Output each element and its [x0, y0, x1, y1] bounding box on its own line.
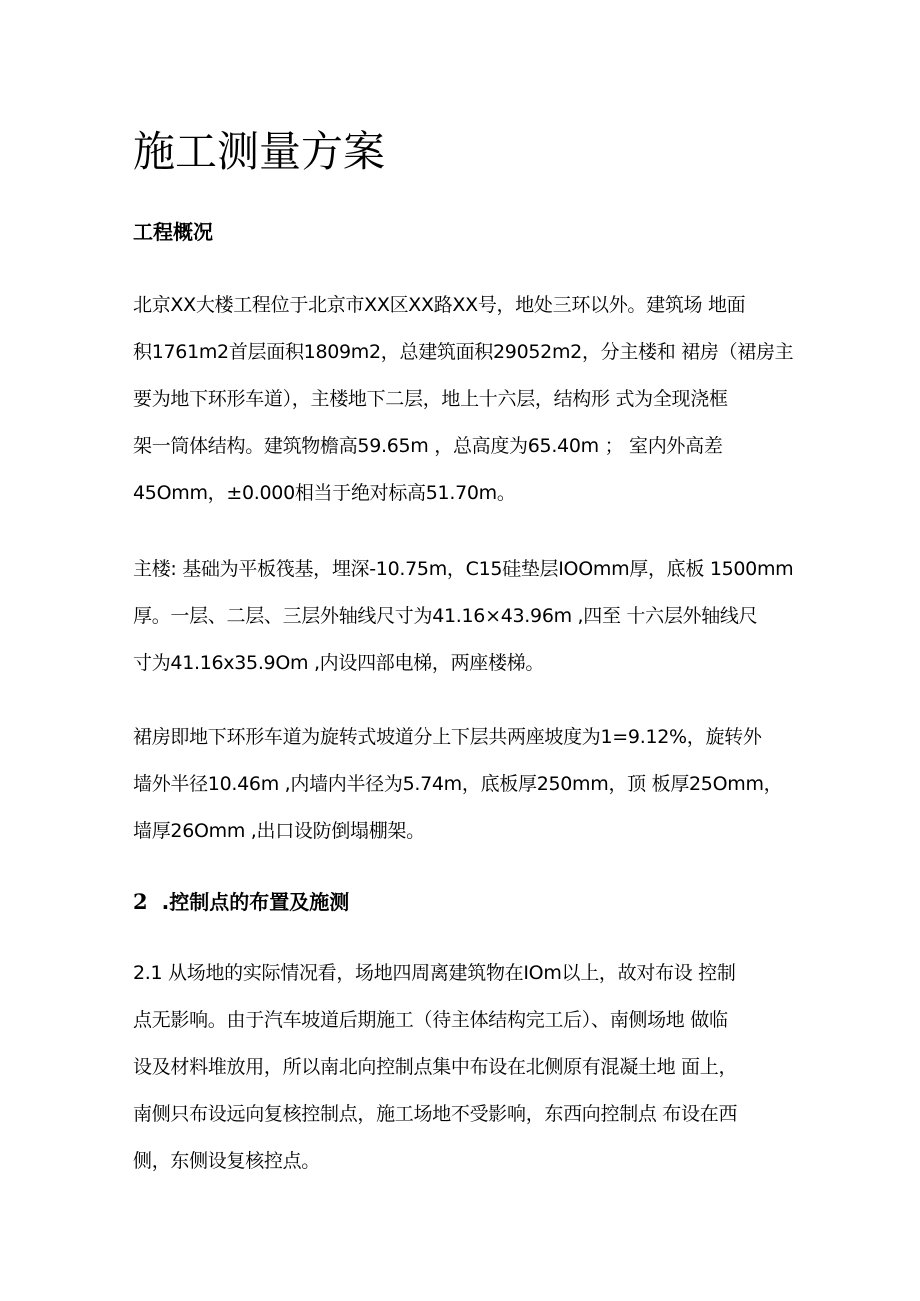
paragraph-line: 裙房即地下环形车道为旋转式坡道分上下层共两座坡度为1=9.12%，旋转外 [133, 726, 762, 748]
paragraph-line: 墙厚26Omm ,出口设防倒塌棚架。 [133, 820, 425, 842]
paragraph-line: 设及材料堆放用，所以南北向控制点集中布设在北侧原有混凝土地 面上， [133, 1056, 738, 1078]
paragraph-line: 45Omm，±0.000相当于绝对标高51.70m。 [133, 482, 516, 504]
paragraph-line: 主楼: 基础为平板筏基，埋深-10.75m，C15硅垫层IOOmm厚，底板 1500mm [133, 558, 794, 580]
paragraph-line: 南侧只布设远向复核控制点，施工场地不受影响，东西向控制点 布设在西 [133, 1103, 738, 1125]
paragraph-line: 厚。一层、二层、三层外轴线尺寸为41.16×43.96m ,四至 十六层外轴线尺 [133, 605, 758, 627]
section-heading-text: .控制点的布置及施测 [161, 890, 350, 914]
paragraph-line: 2.1 从场地的实际情况看，场地四周离建筑物在IOm以上，故对布设 控制 [133, 962, 736, 984]
paragraph-line: 要为地下环形车道），主楼地下二层，地上十六层，结构形 式为全现浇框 [133, 388, 728, 410]
paragraph-line: 北京XX大楼工程位于北京市XX区XX路XX号，地处三环以外。建筑场 地面 [133, 294, 746, 316]
paragraph-project-location [133, 282, 793, 517]
document-title: 施工测量方案 [133, 127, 386, 176]
section-number: 2 [133, 889, 148, 914]
paragraph-main-building [133, 546, 793, 687]
section-heading-control-points [133, 888, 349, 916]
paragraph-line: 积1761m2首层面积1809m2，总建筑面积29052m2，分主楼和 裙房（裙房主 [133, 341, 794, 363]
paragraph-line: 架一筒体结构。建筑物檐高59.65m ，总高度为65.40m ； 室内外高差 [133, 435, 723, 457]
section-heading-overview: 工程概况 [133, 220, 213, 244]
paragraph-control-layout [133, 950, 793, 1185]
paragraph-podium [133, 714, 793, 855]
paragraph-line: 寸为41.16x35.9Om ,内设四部电梯，两座楼梯。 [133, 652, 545, 674]
paragraph-line: 点无影响。由于汽车坡道后期施工（待主体结构完工后）、南侧场地 做临 [133, 1009, 728, 1031]
paragraph-line: 墙外半径10.46m ,内墙内半径为5.74m，底板厚250mm，顶 板厚25Omm， [133, 773, 783, 795]
paragraph-line: 侧，东侧设复核控点。 [133, 1150, 321, 1172]
